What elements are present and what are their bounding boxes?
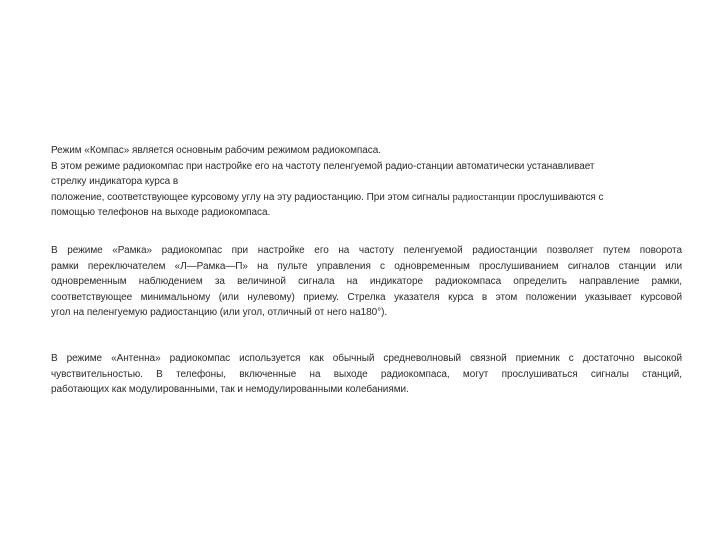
paragraph-line: В этом режиме радиокомпас при настройке его на частоту пеленгуемой радио-станции автоматически устанавливает (51, 160, 595, 172)
paragraph-line: чувствительностью. В телефоны, включенные на выходе радиокомпаса, могут прослушиваться сигналы станций, (51, 368, 682, 380)
paragraph-line-mixed (51, 190, 682, 206)
paragraph-text: прослушиваются с (517, 191, 604, 203)
paragraph-line: помощью телефонов на выходе радиокомпаса. (51, 207, 271, 218)
paragraph-compass-mode (51, 143, 682, 221)
paragraph-line: рамки переключателем «Л—Рамка—П» на пульте управления с одновременным прослушиванием сигналов станции или (51, 260, 682, 272)
paragraph-line: В режиме «Рамка» радиокомпас при настройке его на частоту пеленгуемой радиостанции позволяет путем поворота (51, 245, 682, 256)
paragraph-line: соответствующее минимальному (или нулевому) приему. Стрелка указателя курса в этом положении указывает курсовой (51, 291, 682, 303)
paragraph-antenna-mode (51, 351, 682, 398)
paragraph-line: Режим «Компас» является основным рабочим режимом радиокомпаса. (51, 145, 381, 156)
paragraph-line: угол на пеленгуемую радиостанцию (или угол, отличный от него на180°). (51, 307, 388, 318)
paragraph-line: стрелку индикатора курса в (51, 176, 179, 187)
paragraph-frame-mode (51, 243, 682, 321)
serif-word: радиостанции (452, 191, 515, 203)
paragraph-line: В режиме «Антенна» радиокомпас используется как обычный средневолновый связной приемник с достаточно высокой (51, 353, 682, 364)
paragraph-line: работающих как модулированными, так и немодулированными колебаниями. (51, 384, 409, 395)
paragraph-line: одновременным наблюдением за величиной сигнала на индикаторе радиокомпаса определить направление рамки, (51, 276, 682, 287)
paragraph-text: положение, соответствующее курсовому углу на эту радиостанцию. При этом сигналы (51, 191, 450, 203)
